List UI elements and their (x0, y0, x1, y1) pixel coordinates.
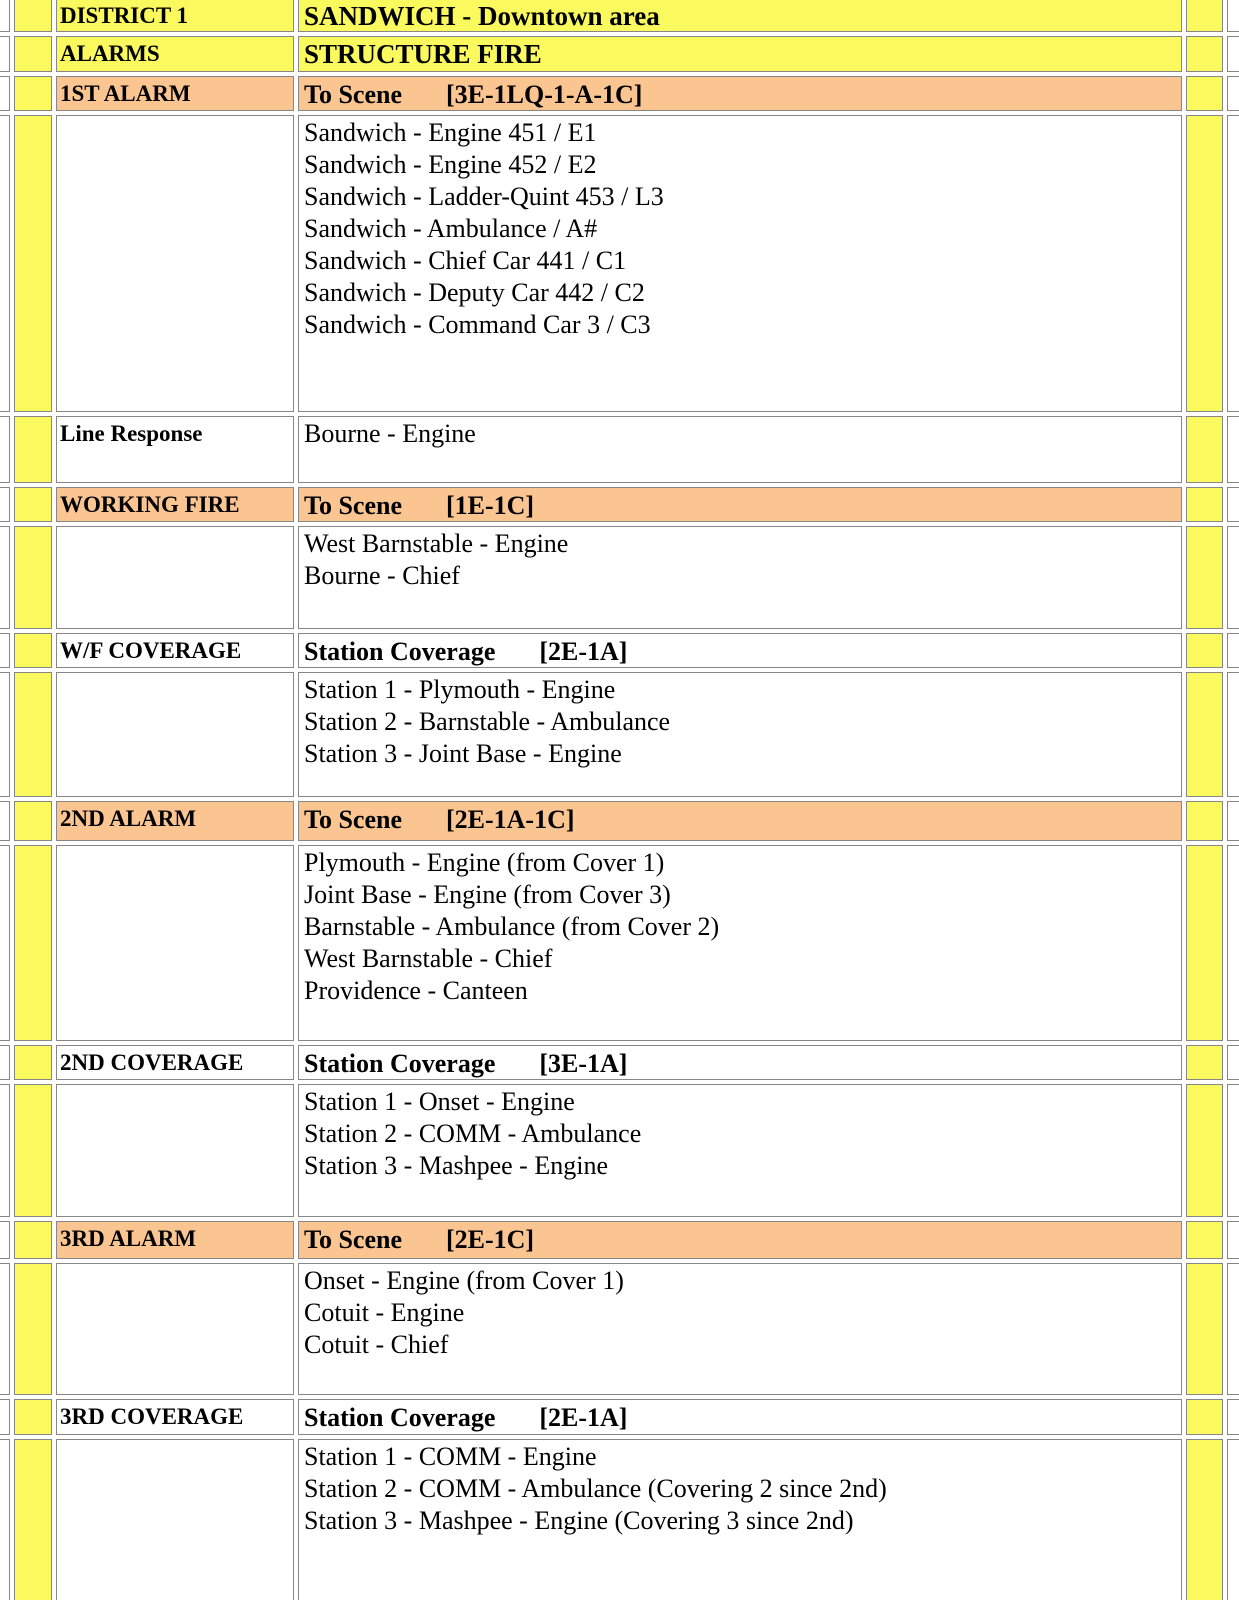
spacer-cell-left (0, 633, 10, 668)
rail-cell-left (14, 1084, 52, 1217)
assignment-code: [2E-1A] (539, 1403, 628, 1432)
unit-line: West Barnstable - Engine (304, 529, 569, 558)
unit-line: Station 2 - Barnstable - Ambulance (304, 707, 671, 736)
line-response-units-cell (298, 416, 1182, 483)
rail-cell-right (1186, 1084, 1223, 1217)
to-scene-label: To Scene (304, 805, 402, 834)
rail-cell-right (1186, 1045, 1223, 1080)
row-3rd-alarm-header (0, 1221, 1239, 1259)
spacer-cell-right (1227, 633, 1239, 668)
spacer-cell-left (0, 845, 10, 1041)
rail-cell-left (14, 36, 52, 72)
unit-line: Sandwich - Deputy Car 442 / C2 (304, 278, 645, 307)
rail-cell-left (14, 633, 52, 668)
3rd-alarm-label: 3RD ALARM (56, 1221, 294, 1259)
spacer-cell-left (0, 1263, 10, 1395)
spacer-cell-right (1227, 526, 1239, 629)
line-response-label: Line Response (56, 416, 294, 483)
unit-line: Sandwich - Chief Car 441 / C1 (304, 246, 627, 275)
empty-label-cell (56, 845, 294, 1041)
unit-line: Sandwich - Ladder-Quint 453 / L3 (304, 182, 664, 211)
1st-alarm-units-cell (298, 115, 1182, 412)
rail-cell-left (14, 845, 52, 1041)
unit-line: Sandwich - Engine 451 / E1 (304, 118, 597, 147)
spacer-cell-left (0, 36, 10, 72)
empty-label-cell (56, 1439, 294, 1600)
unit-line: Station 1 - COMM - Engine (304, 1442, 597, 1471)
rail-cell-right (1186, 633, 1223, 668)
incident-type-cell (298, 36, 1182, 72)
wf-coverage-label: W/F COVERAGE (56, 633, 294, 668)
row-1st-alarm-units (0, 115, 1239, 412)
station-coverage-label: Station Coverage (304, 1049, 496, 1078)
unit-line: Providence - Canteen (304, 976, 528, 1005)
assignment-code: [2E-1A-1C] (446, 805, 575, 834)
spacer-cell-right (1227, 36, 1239, 72)
spacer-cell-right (1227, 1263, 1239, 1395)
assignment-code: [2E-1C] (446, 1225, 535, 1254)
spacer-cell-right (1227, 1084, 1239, 1217)
spacer-cell-right (1227, 115, 1239, 412)
assignment-code: [2E-1A] (539, 637, 628, 666)
rail-cell-right (1186, 36, 1223, 72)
spacer-cell-right (1227, 1439, 1239, 1600)
assignment-code: [1E-1C] (446, 491, 535, 520)
working-fire-label: WORKING FIRE (56, 487, 294, 522)
3rd-coverage-header-cell (298, 1399, 1182, 1435)
spacer-cell-left (0, 1045, 10, 1080)
spacer-cell-left (0, 1084, 10, 1217)
unit-line: Station 2 - COMM - Ambulance (304, 1119, 642, 1148)
row-2nd-coverage-units (0, 1084, 1239, 1217)
3rd-coverage-units-cell (298, 1439, 1182, 1600)
unit-line: Sandwich - Ambulance / A# (304, 214, 598, 243)
rail-cell-right (1186, 1399, 1223, 1435)
spacer-cell-left (0, 1221, 10, 1259)
spacer-cell-right (1227, 487, 1239, 522)
spacer-cell-right (1227, 1045, 1239, 1080)
empty-label-cell (56, 115, 294, 412)
spacer-cell-right (1227, 801, 1239, 841)
rail-cell-left (14, 76, 52, 111)
row-wf-coverage-units (0, 672, 1239, 797)
row-district (0, 0, 1239, 32)
spacer-cell-left (0, 76, 10, 111)
row-2nd-coverage-header (0, 1045, 1239, 1080)
district-title: SANDWICH - Downtown area (304, 1, 660, 31)
3rd-coverage-label: 3RD COVERAGE (56, 1399, 294, 1435)
2nd-coverage-units-cell (298, 1084, 1182, 1217)
wf-coverage-units-cell (298, 672, 1182, 797)
unit-line: Sandwich - Engine 452 / E2 (304, 150, 597, 179)
spacer-cell-left (0, 487, 10, 522)
spacer-cell-right (1227, 672, 1239, 797)
rail-cell-left (14, 487, 52, 522)
rail-cell-right (1186, 487, 1223, 522)
2nd-alarm-units-cell (298, 845, 1182, 1041)
unit-line: Station 3 - Mashpee - Engine (Covering 3 since 2nd) (304, 1506, 854, 1535)
row-2nd-alarm-header (0, 801, 1239, 841)
spacer-cell-right (1227, 1399, 1239, 1435)
rail-cell-left (14, 1263, 52, 1395)
spacer-cell-right (1227, 416, 1239, 483)
station-coverage-label: Station Coverage (304, 1403, 496, 1432)
row-3rd-coverage-header (0, 1399, 1239, 1435)
2nd-coverage-label: 2ND COVERAGE (56, 1045, 294, 1080)
spacer-cell-left (0, 1439, 10, 1600)
rail-cell-right (1186, 801, 1223, 841)
spacer-cell-left (0, 416, 10, 483)
rail-cell-right (1186, 526, 1223, 629)
to-scene-label: To Scene (304, 80, 402, 109)
spacer-cell-left (0, 1399, 10, 1435)
rail-cell-left (14, 0, 52, 32)
to-scene-label: To Scene (304, 491, 402, 520)
unit-line: Cotuit - Engine (304, 1298, 465, 1327)
unit-line: Joint Base - Engine (from Cover 3) (304, 880, 671, 909)
row-1st-alarm-header (0, 76, 1239, 111)
rail-cell-right (1186, 672, 1223, 797)
empty-label-cell (56, 672, 294, 797)
rail-cell-left (14, 672, 52, 797)
district-label: DISTRICT 1 (56, 0, 294, 32)
unit-line: Station 1 - Onset - Engine (304, 1087, 575, 1116)
spacer-cell-left (0, 115, 10, 412)
unit-line: Station 3 - Mashpee - Engine (304, 1151, 608, 1180)
3rd-alarm-header-cell (298, 1221, 1182, 1259)
unit-line: West Barnstable - Chief (304, 944, 553, 973)
unit-line: Bourne - Chief (304, 561, 460, 590)
rail-cell-right (1186, 1439, 1223, 1600)
working-fire-header-cell (298, 487, 1182, 522)
spacer-cell-right (1227, 1221, 1239, 1259)
1st-alarm-header-cell (298, 76, 1182, 111)
unit-line: Plymouth - Engine (from Cover 1) (304, 848, 665, 877)
unit-line: Cotuit - Chief (304, 1330, 449, 1359)
unit-line: Onset - Engine (from Cover 1) (304, 1266, 624, 1295)
rail-cell-left (14, 801, 52, 841)
district-title-cell (298, 0, 1182, 32)
station-coverage-label: Station Coverage (304, 637, 496, 666)
rail-cell-left (14, 526, 52, 629)
spacer-cell-right (1227, 0, 1239, 32)
rail-cell-right (1186, 1221, 1223, 1259)
rail-cell-left (14, 1439, 52, 1600)
empty-label-cell (56, 526, 294, 629)
unit-line: Station 2 - COMM - Ambulance (Covering 2 since 2nd) (304, 1474, 887, 1503)
spacer-cell-left (0, 526, 10, 629)
row-working-fire-header (0, 487, 1239, 522)
wf-coverage-header-cell (298, 633, 1182, 668)
unit-line: Barnstable - Ambulance (from Cover 2) (304, 912, 720, 941)
rail-cell-right (1186, 845, 1223, 1041)
1st-alarm-label: 1ST ALARM (56, 76, 294, 111)
rail-cell-left (14, 1399, 52, 1435)
assignment-code: [3E-1A] (539, 1049, 628, 1078)
3rd-alarm-units-cell (298, 1263, 1182, 1395)
row-2nd-alarm-units (0, 845, 1239, 1041)
spacer-cell-left (0, 672, 10, 797)
incident-type: STRUCTURE FIRE (304, 39, 542, 69)
unit-line: Station 1 - Plymouth - Engine (304, 675, 616, 704)
row-working-fire-units (0, 526, 1239, 629)
row-alarm-type (0, 36, 1239, 72)
rail-cell-left (14, 115, 52, 412)
2nd-alarm-header-cell (298, 801, 1182, 841)
rail-cell-right (1186, 76, 1223, 111)
row-3rd-alarm-units (0, 1263, 1239, 1395)
rail-cell-right (1186, 1263, 1223, 1395)
rail-cell-left (14, 1045, 52, 1080)
row-line-response (0, 416, 1239, 483)
rail-cell-right (1186, 115, 1223, 412)
2nd-alarm-label: 2ND ALARM (56, 801, 294, 841)
assignment-code: [3E-1LQ-1-A-1C] (446, 80, 643, 109)
unit-line: Sandwich - Command Car 3 / C3 (304, 310, 651, 339)
empty-label-cell (56, 1263, 294, 1395)
spacer-cell-left (0, 0, 10, 32)
alarms-label: ALARMS (56, 36, 294, 72)
to-scene-label: To Scene (304, 1225, 402, 1254)
2nd-coverage-header-cell (298, 1045, 1182, 1080)
rail-cell-right (1186, 416, 1223, 483)
row-3rd-coverage-units (0, 1439, 1239, 1600)
rail-cell-right (1186, 0, 1223, 32)
rail-cell-left (14, 1221, 52, 1259)
unit-line: Station 3 - Joint Base - Engine (304, 739, 622, 768)
rail-cell-left (14, 416, 52, 483)
unit-line: Bourne - Engine (304, 419, 476, 448)
spacer-cell-right (1227, 76, 1239, 111)
spacer-cell-left (0, 801, 10, 841)
row-wf-coverage-header (0, 633, 1239, 668)
empty-label-cell (56, 1084, 294, 1217)
spacer-cell-right (1227, 845, 1239, 1041)
working-fire-units-cell (298, 526, 1182, 629)
